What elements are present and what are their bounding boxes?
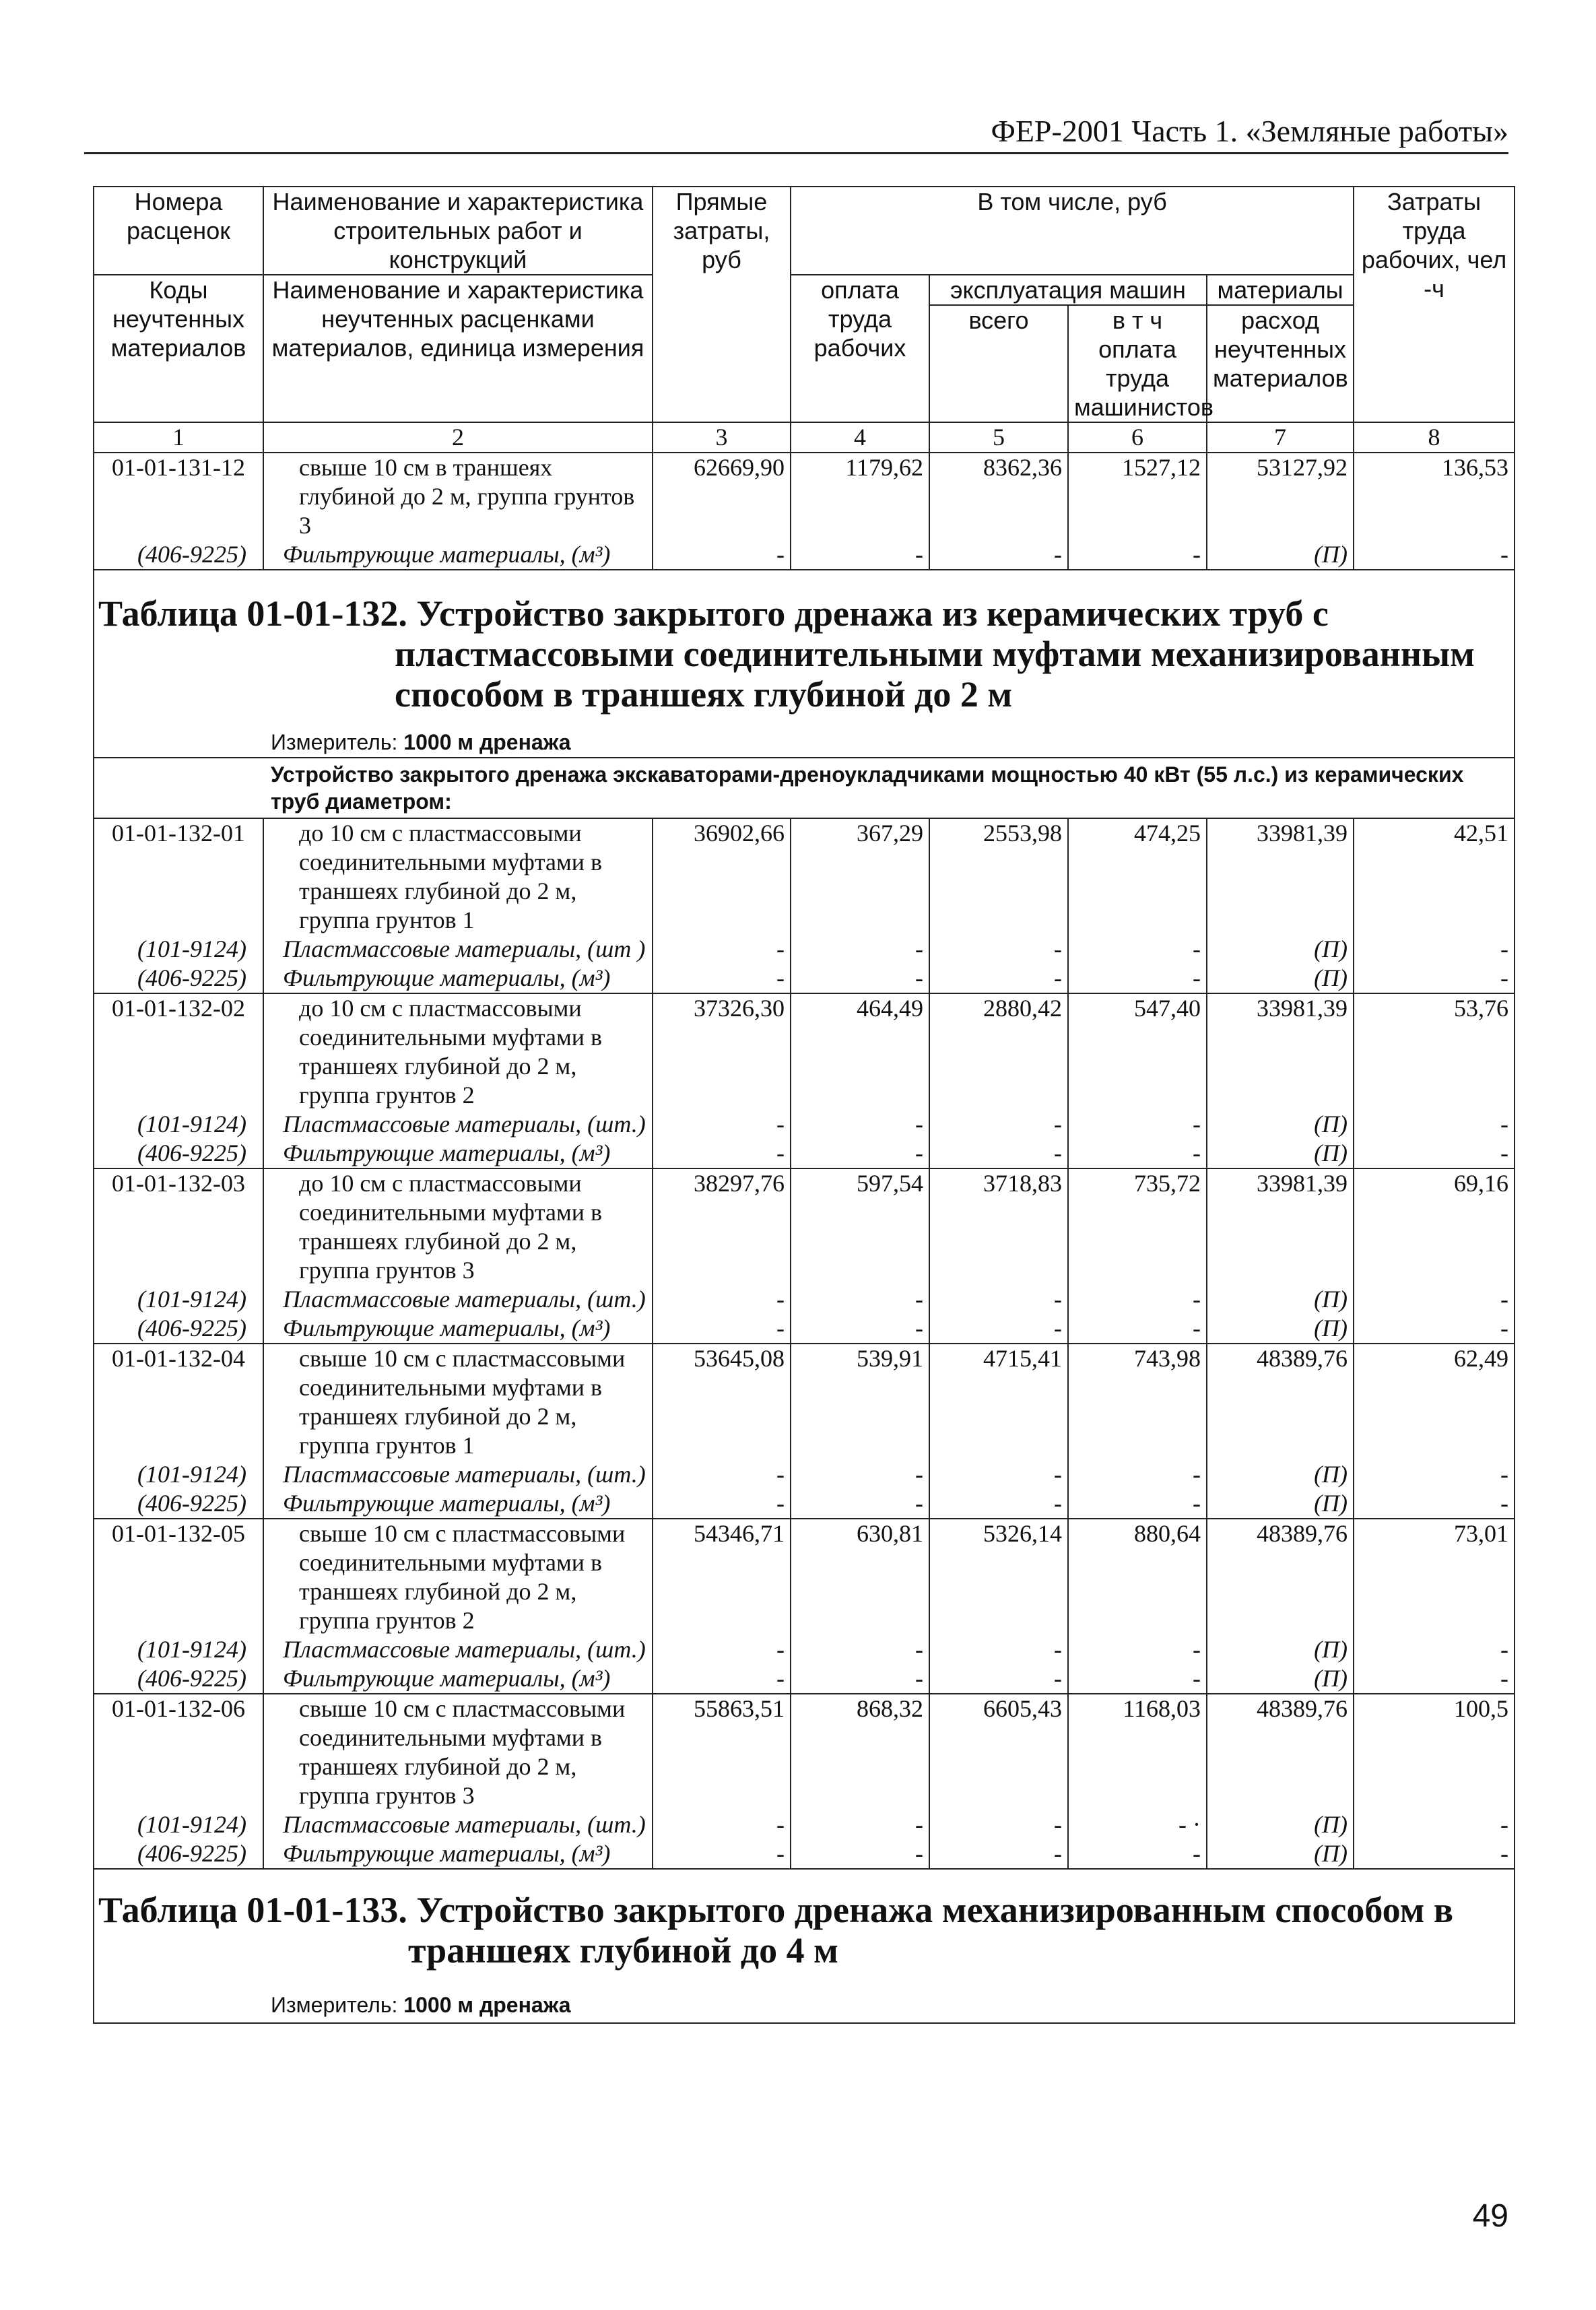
materials: (П) — [1207, 1110, 1354, 1139]
machines-total: - — [929, 1489, 1068, 1519]
meter-label: Измеритель: — [271, 1993, 398, 2017]
direct-costs: 38297,76 — [653, 1168, 791, 1285]
labor-hours: - — [1354, 1314, 1515, 1344]
operator-wages: - — [1068, 1314, 1207, 1344]
materials: (П) — [1207, 964, 1354, 993]
table-132-title-line-1: Устройство закрытого дренажа из керамических труб с — [416, 593, 1329, 634]
header-name-top: Наименование и характеристика строительных работ и конструкций — [263, 187, 653, 275]
rate-code: 01-01-132-04 — [94, 1344, 263, 1460]
operator-wages: - — [1068, 540, 1207, 570]
colnum: 6 — [1068, 422, 1207, 453]
materials: 33981,39 — [1207, 1168, 1354, 1285]
wages: 539,91 — [791, 1344, 929, 1460]
material-code: (406-9225) — [94, 1314, 263, 1344]
work-name: до 10 см с пластмассовыми соединительными муфтами в траншеях глубиной до 2 м, группа грунтов 3 — [263, 1168, 653, 1285]
operator-wages: - — [1068, 1635, 1207, 1664]
materials: 48389,76 — [1207, 1519, 1354, 1635]
wages: 597,54 — [791, 1168, 929, 1285]
material-name: Фильтрующие материалы, (м³) — [263, 1664, 653, 1694]
work-name: до 10 см с пластмассовыми соединительными муфтами в траншеях глубиной до 2 м, группа грунтов 2 — [263, 993, 653, 1110]
material-name: Пластмассовые материалы, (шт.) — [263, 1810, 653, 1839]
table-132-title-cell — [94, 570, 1515, 818]
material-row — [94, 1635, 1515, 1664]
direct-costs: 37326,30 — [653, 993, 791, 1110]
operator-wages: 547,40 — [1068, 993, 1207, 1110]
rate-code: 01-01-132-06 — [94, 1694, 263, 1810]
table-133-title-cell — [94, 1869, 1515, 2023]
table-133-title-line-1: Устройство закрытого дренажа механизированным способом в — [416, 1890, 1454, 1930]
header-machines: эксплуатация машин — [929, 275, 1207, 305]
table-132-number: Таблица 01-01-132. — [98, 593, 407, 634]
materials: (П) — [1207, 1635, 1354, 1664]
material-code: (406-9225) — [94, 1139, 263, 1168]
colnum: 4 — [791, 422, 929, 453]
labor-hours: - — [1354, 1664, 1515, 1694]
work-name: свыше 10 см с пластмассовыми соединительными муфтами в траншеях глубиной до 2 м, группа грунтов 1 — [263, 1344, 653, 1460]
operator-wages: - — [1068, 1489, 1207, 1519]
material-row — [94, 540, 1515, 570]
meter-label: Измеритель: — [271, 730, 398, 754]
labor-hours: - — [1354, 1839, 1515, 1869]
material-name: Фильтрующие материалы, (м³) — [263, 1139, 653, 1168]
machines-total: - — [929, 1110, 1068, 1139]
material-row — [94, 1664, 1515, 1694]
material-name: Пластмассовые материалы, (шт.) — [263, 1635, 653, 1664]
labor-hours: - — [1354, 1285, 1515, 1314]
work-name: свыше 10 см с пластмассовыми соединительными муфтами в траншеях глубиной до 2 м, группа грунтов 3 — [263, 1694, 653, 1810]
header-rule — [84, 152, 1508, 154]
direct-costs: - — [653, 1489, 791, 1519]
operator-wages: - · — [1068, 1810, 1207, 1839]
table-133-number: Таблица 01-01-133. — [98, 1890, 407, 1930]
colnum: 7 — [1207, 422, 1354, 453]
header-machines-total: всего — [929, 305, 1068, 422]
wages: - — [791, 1285, 929, 1314]
direct-costs: - — [653, 1460, 791, 1489]
labor-hours: - — [1354, 1139, 1515, 1168]
direct-costs: - — [653, 964, 791, 993]
material-code: (406-9225) — [94, 540, 263, 570]
items-body — [94, 818, 1515, 1869]
material-name: Пластмассовые материалы, (шт.) — [263, 1110, 653, 1139]
material-row — [94, 964, 1515, 993]
direct-costs: - — [653, 540, 791, 570]
machines-total: 2553,98 — [929, 818, 1068, 935]
material-row — [94, 1810, 1515, 1839]
machines-total: 3718,83 — [929, 1168, 1068, 1285]
wages: - — [791, 935, 929, 964]
wages: - — [791, 1489, 929, 1519]
materials: (П) — [1207, 1664, 1354, 1694]
material-name: Фильтрующие материалы, (м³) — [263, 1314, 653, 1344]
operator-wages: - — [1068, 1285, 1207, 1314]
table-132-meter — [94, 715, 1514, 757]
labor-hours: 136,53 — [1354, 453, 1515, 540]
wages: 367,29 — [791, 818, 929, 935]
material-row — [94, 1285, 1515, 1314]
operator-wages: 880,64 — [1068, 1519, 1207, 1635]
colnum: 8 — [1354, 422, 1515, 453]
labor-hours: - — [1354, 1635, 1515, 1664]
rate-code: 01-01-132-05 — [94, 1519, 263, 1635]
labor-hours: - — [1354, 964, 1515, 993]
labor-hours: 69,16 — [1354, 1168, 1515, 1285]
direct-costs: - — [653, 1139, 791, 1168]
column-numbers-row — [94, 422, 1515, 453]
materials: (П) — [1207, 1314, 1354, 1344]
table-132-title-line-3: способом в траншеях глубиной до 2 м — [395, 674, 1013, 715]
header-labor-hours: Затраты труда рабочих, чел -ч — [1354, 187, 1515, 422]
header-row-1 — [94, 187, 1515, 275]
machines-total: 2880,42 — [929, 993, 1068, 1110]
labor-hours: 100,5 — [1354, 1694, 1515, 1810]
material-code: (101-9124) — [94, 1810, 263, 1839]
direct-costs: 36902,66 — [653, 818, 791, 935]
materials: 33981,39 — [1207, 818, 1354, 935]
material-code: (101-9124) — [94, 1460, 263, 1489]
materials: 33981,39 — [1207, 993, 1354, 1110]
direct-costs: - — [653, 1110, 791, 1139]
machines-total: - — [929, 1839, 1068, 1869]
table-row — [94, 993, 1515, 1110]
labor-hours: - — [1354, 1460, 1515, 1489]
table-row — [94, 453, 1515, 540]
materials: 53127,92 — [1207, 453, 1354, 540]
labor-hours: 73,01 — [1354, 1519, 1515, 1635]
material-name: Пластмассовые материалы, (шт.) — [263, 1460, 653, 1489]
operator-wages: - — [1068, 964, 1207, 993]
materials: (П) — [1207, 1460, 1354, 1489]
material-row — [94, 1839, 1515, 1869]
table-132-title-row — [94, 570, 1515, 818]
machines-total: - — [929, 1810, 1068, 1839]
machines-total: - — [929, 964, 1068, 993]
operator-wages: - — [1068, 935, 1207, 964]
materials: (П) — [1207, 935, 1354, 964]
machines-total: - — [929, 540, 1068, 570]
rate-code: 01-01-131-12 — [94, 453, 263, 540]
materials: (П) — [1207, 1489, 1354, 1519]
material-code: (101-9124) — [94, 1635, 263, 1664]
direct-costs: - — [653, 1314, 791, 1344]
price-table — [93, 186, 1515, 2024]
colnum: 5 — [929, 422, 1068, 453]
materials: (П) — [1207, 1139, 1354, 1168]
price-table-frame — [93, 186, 1514, 2024]
wages: 868,32 — [791, 1694, 929, 1810]
table-132-group-heading: Устройство закрытого дренажа экскаваторами-дреноукладчиками мощностью 40 кВт (55 л.с.) из керамических труб диаметром: — [94, 757, 1514, 818]
wages: - — [791, 1810, 929, 1839]
labor-hours: 62,49 — [1354, 1344, 1515, 1460]
operator-wages: 1168,03 — [1068, 1694, 1207, 1810]
materials: 48389,76 — [1207, 1694, 1354, 1810]
materials: (П) — [1207, 1285, 1354, 1314]
rate-code: 01-01-132-02 — [94, 993, 263, 1110]
labor-hours: 53,76 — [1354, 993, 1515, 1110]
table-133-meter — [94, 1971, 1514, 2022]
operator-wages: 735,72 — [1068, 1168, 1207, 1285]
machines-total: - — [929, 1635, 1068, 1664]
table-row — [94, 1344, 1515, 1460]
material-name: Пластмассовые материалы, (шт.) — [263, 1285, 653, 1314]
table-133-title — [94, 1870, 1514, 1971]
material-row — [94, 1460, 1515, 1489]
labor-hours: - — [1354, 1110, 1515, 1139]
operator-wages: 474,25 — [1068, 818, 1207, 935]
direct-costs: - — [653, 1839, 791, 1869]
material-row — [94, 1489, 1515, 1519]
wages: - — [791, 1314, 929, 1344]
labor-hours: - — [1354, 935, 1515, 964]
wages: 630,81 — [791, 1519, 929, 1635]
operator-wages: - — [1068, 1664, 1207, 1694]
operator-wages: - — [1068, 1139, 1207, 1168]
wages: - — [791, 1110, 929, 1139]
meter-value: 1000 м дренажа — [403, 730, 571, 754]
machines-total: 6605,43 — [929, 1694, 1068, 1810]
machines-total: - — [929, 1314, 1068, 1344]
header-codes-top: Номера расценок — [94, 187, 263, 275]
wages: - — [791, 1635, 929, 1664]
material-name: Фильтрующие материалы, (м³) — [263, 540, 653, 570]
table-row — [94, 1168, 1515, 1285]
direct-costs: 62669,90 — [653, 453, 791, 540]
header-name-bottom: Наименование и характеристика неучтенных расценками материалов, единица измерения — [263, 275, 653, 422]
table-row — [94, 1694, 1515, 1810]
material-code: (101-9124) — [94, 1285, 263, 1314]
meter-value: 1000 м дренажа — [403, 1993, 571, 2017]
operator-wages: - — [1068, 1460, 1207, 1489]
operator-wages: - — [1068, 1839, 1207, 1869]
wages: - — [791, 1460, 929, 1489]
colnum: 1 — [94, 422, 263, 453]
rate-code: 01-01-132-01 — [94, 818, 263, 935]
wages: 1179,62 — [791, 453, 929, 540]
material-row — [94, 935, 1515, 964]
direct-costs: - — [653, 935, 791, 964]
table-132-title-line-2: пластмассовыми соединительными муфтами механизированным — [395, 634, 1475, 674]
machines-total: 5326,14 — [929, 1519, 1068, 1635]
wages: - — [791, 1139, 929, 1168]
labor-hours: - — [1354, 540, 1515, 570]
materials: (П) — [1207, 1810, 1354, 1839]
material-code: (406-9225) — [94, 1664, 263, 1694]
header-row-2 — [94, 275, 1515, 305]
header-direct-costs: Прямые затраты, руб — [653, 187, 791, 422]
table-row — [94, 1519, 1515, 1635]
labor-hours: - — [1354, 1810, 1515, 1839]
material-code: (406-9225) — [94, 964, 263, 993]
machines-total: 8362,36 — [929, 453, 1068, 540]
materials: (П) — [1207, 540, 1354, 570]
wages: - — [791, 1664, 929, 1694]
header-including: В том числе, руб — [791, 187, 1354, 275]
work-name: до 10 см с пластмассовыми соединительными муфтами в траншеях глубиной до 2 м, группа грунтов 1 — [263, 818, 653, 935]
materials: (П) — [1207, 1839, 1354, 1869]
direct-costs: - — [653, 1285, 791, 1314]
direct-costs: 55863,51 — [653, 1694, 791, 1810]
rate-code: 01-01-132-03 — [94, 1168, 263, 1285]
wages: - — [791, 540, 929, 570]
operator-wages: 743,98 — [1068, 1344, 1207, 1460]
header-codes-bottom: Коды неучтенных материалов — [94, 275, 263, 422]
material-code: (406-9225) — [94, 1839, 263, 1869]
colnum: 3 — [653, 422, 791, 453]
work-name: свыше 10 см с пластмассовыми соединительными муфтами в траншеях глубиной до 2 м, группа грунтов 2 — [263, 1519, 653, 1635]
machines-total: - — [929, 1285, 1068, 1314]
material-code: (101-9124) — [94, 1110, 263, 1139]
materials: 48389,76 — [1207, 1344, 1354, 1460]
wages: - — [791, 964, 929, 993]
direct-costs: 54346,71 — [653, 1519, 791, 1635]
wages: 464,49 — [791, 993, 929, 1110]
direct-costs: - — [653, 1810, 791, 1839]
machines-total: - — [929, 935, 1068, 964]
table-133-title-row — [94, 1869, 1515, 2023]
operator-wages: 1527,12 — [1068, 453, 1207, 540]
direct-costs: - — [653, 1635, 791, 1664]
table-133-title-line-2: траншеях глубиной до 4 м — [408, 1930, 838, 1971]
material-name: Фильтрующие материалы, (м³) — [263, 1489, 653, 1519]
table-row — [94, 818, 1515, 935]
machines-total: - — [929, 1664, 1068, 1694]
direct-costs: 53645,08 — [653, 1344, 791, 1460]
table-132-title — [94, 570, 1514, 715]
machines-total: - — [929, 1460, 1068, 1489]
running-head: ФЕР-2001 Часть 1. «Земляные работы» — [991, 114, 1508, 148]
header-materials-use: расход неучтенных материалов — [1207, 305, 1354, 422]
labor-hours: 42,51 — [1354, 818, 1515, 935]
labor-hours: - — [1354, 1489, 1515, 1519]
direct-costs: - — [653, 1664, 791, 1694]
material-name: Фильтрующие материалы, (м³) — [263, 1839, 653, 1869]
header-wages: оплата труда рабочих — [791, 275, 929, 422]
wages: - — [791, 1839, 929, 1869]
colnum: 2 — [263, 422, 653, 453]
material-row — [94, 1110, 1515, 1139]
material-row — [94, 1139, 1515, 1168]
material-name: Фильтрующие материалы, (м³) — [263, 964, 653, 993]
machines-total: 4715,41 — [929, 1344, 1068, 1460]
header-materials: материалы — [1207, 275, 1354, 305]
machines-total: - — [929, 1139, 1068, 1168]
page-number: 49 — [1472, 2198, 1508, 2234]
material-code: (101-9124) — [94, 935, 263, 964]
header-operator-wages: в т ч оплата труда машинистов — [1068, 305, 1207, 422]
work-name: свыше 10 см в траншеях глубиной до 2 м, группа грунтов 3 — [263, 453, 653, 540]
material-code: (406-9225) — [94, 1489, 263, 1519]
operator-wages: - — [1068, 1110, 1207, 1139]
material-row — [94, 1314, 1515, 1344]
material-name: Пластмассовые материалы, (шт ) — [263, 935, 653, 964]
